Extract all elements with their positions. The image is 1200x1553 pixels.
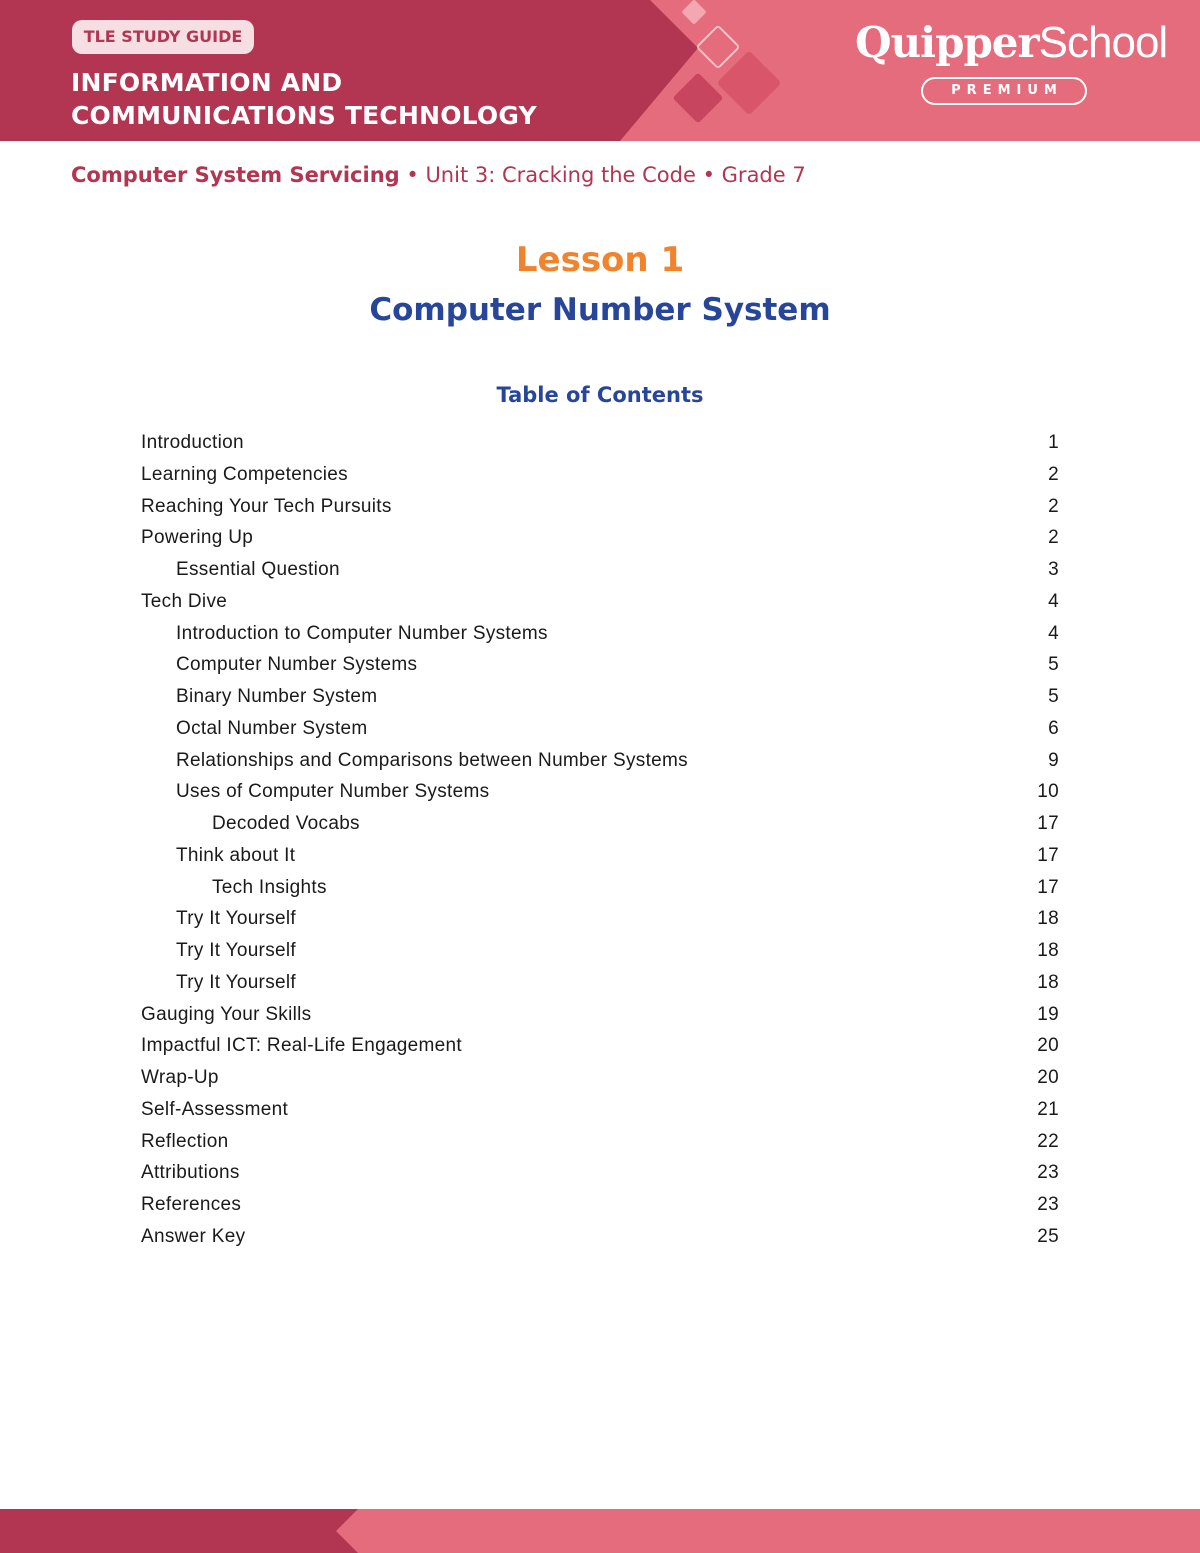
toc-entry-page: 3 — [1048, 559, 1059, 580]
toc-entry-title: Binary Number System — [176, 686, 378, 707]
toc-entry[interactable] — [141, 1221, 1059, 1253]
toc-entry-page: 20 — [1037, 1035, 1059, 1057]
toc-entry-title: Octal Number System — [176, 717, 368, 739]
grade-level: Grade 7 — [721, 163, 806, 187]
toc-entry[interactable] — [141, 745, 1059, 777]
toc-entry[interactable] — [141, 427, 1059, 459]
subject-title-line2: COMMUNICATIONS TECHNOLOGY — [71, 101, 537, 130]
toc-entry-title: Self-Assessment — [141, 1098, 289, 1120]
header-banner — [0, 0, 1200, 141]
toc-entry[interactable] — [141, 586, 1059, 618]
toc-entry-title: Reaching Your Tech Pursuits — [141, 495, 392, 517]
logo-school: School — [1038, 18, 1168, 67]
toc-entry-title: Learning Competencies — [141, 463, 348, 485]
unit-name: Unit 3: Cracking the Code — [425, 163, 696, 187]
footer-banner — [0, 1509, 1200, 1553]
toc-entry-page: 22 — [1037, 1130, 1059, 1152]
toc-entry-page: 10 — [1037, 781, 1059, 803]
lesson-title: Computer Number System — [369, 292, 831, 328]
toc-entry-title: Introduction to Computer Number Systems — [176, 622, 548, 644]
toc-entry-title: Wrap-Up — [141, 1067, 219, 1088]
toc-entry-title: Answer Key — [141, 1225, 246, 1247]
toc-entry[interactable] — [141, 459, 1059, 491]
toc-entry-page: 18 — [1037, 940, 1059, 961]
toc-entry[interactable] — [141, 967, 1059, 999]
toc-entry-title: Reflection — [141, 1130, 229, 1152]
toc-entry[interactable] — [141, 808, 1059, 840]
toc-entry-page: 19 — [1037, 1003, 1059, 1025]
toc-entry-title: Introduction — [141, 432, 244, 453]
toc-entry-title: Tech Insights — [212, 876, 327, 898]
toc-entry[interactable] — [141, 903, 1059, 935]
toc-entry[interactable] — [141, 776, 1059, 808]
toc-entry[interactable] — [141, 713, 1059, 745]
toc-entry-title: References — [141, 1194, 242, 1215]
toc-entry[interactable] — [141, 840, 1059, 872]
toc-entry[interactable] — [141, 1062, 1059, 1094]
quipper-school-logo — [855, 18, 1168, 108]
toc-entry-page: 5 — [1048, 686, 1059, 707]
toc-entry-page: 23 — [1037, 1162, 1059, 1184]
toc-entry-page: 2 — [1048, 463, 1059, 485]
toc-entry[interactable] — [141, 872, 1059, 904]
toc-entry-page: 20 — [1037, 1067, 1059, 1088]
course-name: Computer System Servicing — [71, 163, 400, 187]
toc-entry-title: Try It Yourself — [176, 908, 296, 930]
toc-entry-page: 4 — [1048, 622, 1059, 644]
toc-entry-page: 25 — [1037, 1225, 1059, 1247]
lesson-number: Lesson 1 — [515, 240, 685, 280]
toc-entry-title: Gauging Your Skills — [141, 1003, 312, 1025]
toc-entry-page: 9 — [1048, 749, 1059, 771]
subject-title-line1: INFORMATION AND — [71, 68, 343, 97]
toc-entry-page: 23 — [1037, 1194, 1059, 1215]
table-of-contents — [141, 427, 1059, 1253]
toc-entry[interactable] — [141, 681, 1059, 713]
study-guide-badge: TLE STUDY GUIDE — [72, 20, 254, 54]
toc-entry-title: Try It Yourself — [176, 971, 296, 993]
toc-entry-title: Tech Dive — [141, 590, 228, 612]
toc-entry[interactable] — [141, 649, 1059, 681]
toc-entry[interactable] — [141, 1157, 1059, 1189]
toc-entry-page: 21 — [1037, 1098, 1059, 1120]
toc-entry-title: Relationships and Comparisons between Number Systems — [176, 749, 688, 771]
toc-entry[interactable] — [141, 935, 1059, 967]
premium-badge: PREMIUM — [921, 77, 1087, 105]
toc-entry-title: Impactful ICT: Real-Life Engagement — [141, 1035, 462, 1057]
toc-entry-title: Uses of Computer Number Systems — [176, 781, 490, 803]
toc-entry-page: 4 — [1048, 590, 1059, 612]
toc-entry[interactable] — [141, 618, 1059, 650]
toc-entry-page: 17 — [1037, 844, 1059, 866]
toc-entry[interactable] — [141, 1030, 1059, 1062]
toc-entry-title: Attributions — [141, 1162, 240, 1184]
toc-entry[interactable] — [141, 999, 1059, 1031]
toc-entry-title: Powering Up — [141, 527, 254, 549]
toc-entry[interactable] — [141, 1189, 1059, 1221]
toc-entry[interactable] — [141, 554, 1059, 586]
toc-entry-page: 2 — [1048, 495, 1059, 517]
toc-entry[interactable] — [141, 1094, 1059, 1126]
toc-entry-page: 17 — [1037, 813, 1059, 834]
logo-quipper: Quipper — [855, 18, 1039, 67]
toc-entry-title: Computer Number Systems — [176, 654, 418, 676]
toc-entry[interactable] — [141, 491, 1059, 523]
footer-background — [0, 1509, 1200, 1553]
toc-entry-page: 17 — [1037, 876, 1059, 898]
toc-heading: Table of Contents — [496, 383, 704, 407]
toc-entry-page: 5 — [1048, 654, 1059, 676]
toc-entry[interactable] — [141, 522, 1059, 554]
toc-entry-title: Think about It — [176, 844, 296, 866]
toc-entry-page: 1 — [1048, 432, 1059, 453]
breadcrumb-separator: • — [399, 163, 426, 187]
logo-wordmark — [855, 18, 1167, 68]
toc-entry-page: 2 — [1048, 527, 1059, 549]
toc-entry-page: 18 — [1037, 971, 1059, 993]
toc-entry-page: 6 — [1048, 717, 1059, 739]
course-breadcrumb — [71, 160, 806, 190]
toc-entry-title: Try It Yourself — [176, 940, 296, 961]
toc-entry-title: Essential Question — [176, 559, 340, 580]
toc-entry-page: 18 — [1037, 908, 1059, 930]
subject-title — [71, 66, 537, 132]
breadcrumb-separator: • — [695, 163, 722, 187]
toc-entry[interactable] — [141, 1126, 1059, 1158]
toc-entry-title: Decoded Vocabs — [212, 813, 360, 834]
